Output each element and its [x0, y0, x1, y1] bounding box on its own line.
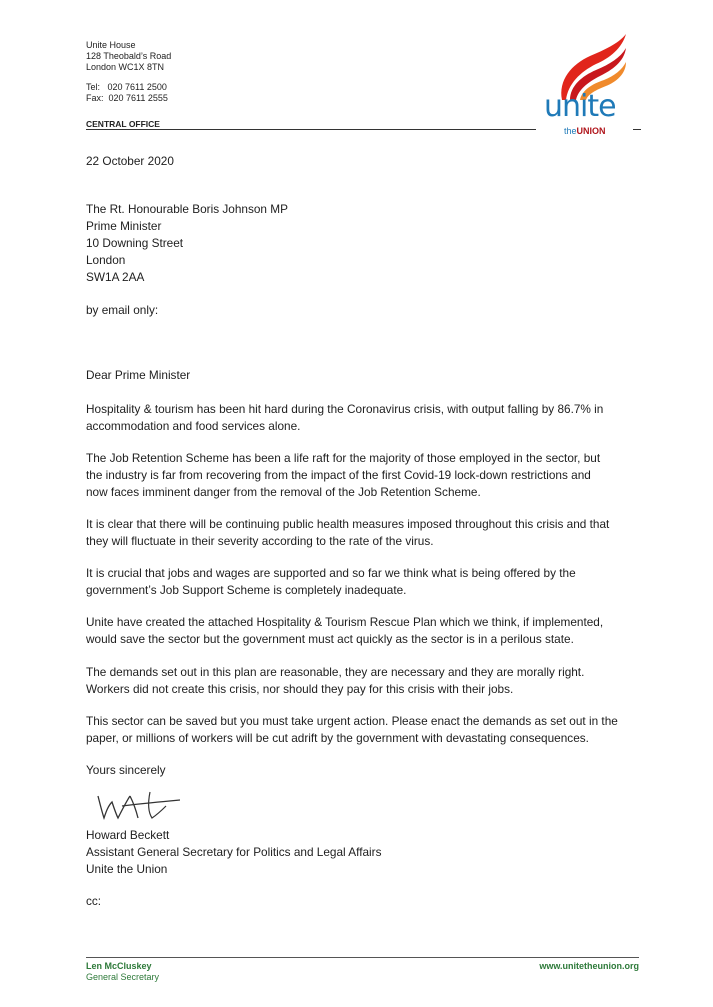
paragraph-line: Workers did not create this crisis, nor should they pay for this crisis with their jobs.	[86, 682, 514, 696]
footer-signatory	[86, 961, 159, 983]
paragraph-line: accommodation and food services alone.	[86, 419, 301, 433]
paragraph	[86, 565, 576, 599]
logo-tagline-union: UNION	[576, 126, 606, 136]
paragraph	[86, 516, 609, 550]
footer-name: Len McCluskey	[86, 961, 152, 971]
address-line: London WC1X 8TN	[86, 62, 165, 72]
address-block	[86, 40, 171, 104]
unite-logo	[538, 32, 638, 136]
logo-wordmark: unite	[544, 89, 616, 124]
signatory-block	[86, 827, 382, 878]
paragraph	[86, 401, 603, 435]
recipient-line: 10 Downing Street	[86, 236, 184, 250]
paragraph-line: would save the sector but the government must act quickly as the sector is in a perilous state.	[86, 632, 574, 646]
recipient-line: Prime Minister	[86, 219, 162, 233]
signature	[92, 788, 188, 824]
paragraph-line: Unite have created the attached Hospitality & Tourism Rescue Plan which we think, if implemented,	[86, 615, 604, 629]
salutation: Dear Prime Minister	[86, 368, 191, 382]
paragraph-line: the industry is far from recovering from the impact of the first Covid-19 lock-down restrictions and	[86, 468, 591, 482]
signatory-organisation: Unite the Union	[86, 862, 168, 876]
address-line: 128 Theobald’s Road	[86, 51, 172, 61]
paragraph-line: Hospitality & tourism has been hit hard during the Coronavirus crisis, with output falling by 86.7% in	[86, 402, 604, 416]
recipient-line: SW1A 2AA	[86, 270, 145, 284]
address-line: Unite House	[86, 40, 136, 50]
footer-rule	[86, 957, 639, 958]
fax: Fax: 020 7611 2555	[86, 93, 168, 103]
paragraph-line: It is clear that there will be continuing public health measures imposed throughout this crisis and that	[86, 517, 610, 531]
cc-label: cc:	[86, 894, 102, 908]
paragraph-line: government’s Job Support Scheme is completely inadequate.	[86, 583, 407, 597]
signatory-name: Howard Beckett	[86, 828, 170, 842]
logo-tagline-the: the	[564, 126, 577, 136]
paragraph	[86, 614, 603, 648]
logo-tagline	[564, 126, 606, 136]
recipient-line: The Rt. Honourable Boris Johnson MP	[86, 202, 288, 216]
letter-date: 22 October 2020	[86, 154, 174, 168]
delivery-note: by email only:	[86, 303, 159, 317]
header-rule	[86, 129, 536, 130]
paragraph-line: This sector can be saved but you must take urgent action. Please enact the demands as set out in the	[86, 714, 618, 728]
paragraph-line: now faces imminent danger from the removal of the Job Retention Scheme.	[86, 485, 481, 499]
signatory-title: Assistant General Secretary for Politics and Legal Affairs	[86, 845, 382, 859]
paragraph	[86, 713, 618, 747]
closing: Yours sincerely	[86, 763, 166, 777]
paragraph-line: they will fluctuate in their severity according to the rate of the virus.	[86, 534, 434, 548]
paragraph-line: The demands set out in this plan are reasonable, they are necessary and they are morally right.	[86, 665, 585, 679]
paragraph	[86, 664, 584, 698]
footer-website[interactable]: www.unitetheunion.org	[539, 961, 639, 971]
office-label: CENTRAL OFFICE	[86, 119, 160, 129]
telephone: Tel: 020 7611 2500	[86, 82, 167, 92]
recipient-block	[86, 201, 288, 286]
recipient-line: London	[86, 253, 126, 267]
paragraph-line: The Job Retention Scheme has been a life raft for the majority of those employed in the sector, but	[86, 451, 601, 465]
paragraph-line: It is crucial that jobs and wages are supported and so far we think what is being offered by the	[86, 566, 576, 580]
footer-role: General Secretary	[86, 972, 160, 982]
paragraph-line: paper, or millions of workers will be cut adrift by the government with devastating consequences.	[86, 731, 589, 745]
paragraph	[86, 450, 600, 501]
